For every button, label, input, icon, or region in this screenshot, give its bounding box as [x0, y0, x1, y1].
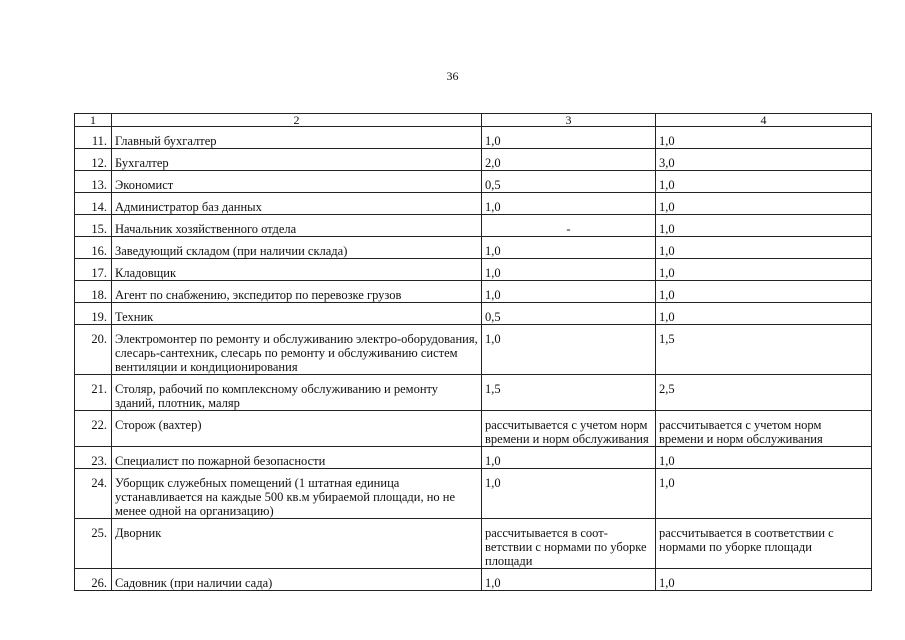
staffing-table: [74, 113, 872, 591]
row-number: 21.: [75, 375, 112, 411]
table-row: [75, 127, 872, 149]
value-cell-3: 0,5: [482, 303, 656, 325]
table-row: [75, 447, 872, 469]
value-cell-3: 1,0: [482, 193, 656, 215]
value-cell-3: 2,0: [482, 149, 656, 171]
position-cell: Специалист по пожарной безопасности: [112, 447, 482, 469]
position-cell: Заведующий складом (при наличии склада): [112, 237, 482, 259]
value-cell-3: 1,0: [482, 325, 656, 375]
row-number: 19.: [75, 303, 112, 325]
header-col-3: 3: [482, 114, 656, 127]
value-cell-4: 3,0: [656, 149, 872, 171]
value-cell-4: 2,5: [656, 375, 872, 411]
position-cell: Начальник хозяйственного отдела: [112, 215, 482, 237]
value-cell-4: 1,0: [656, 447, 872, 469]
table-row: [75, 281, 872, 303]
row-number: 25.: [75, 519, 112, 569]
row-number: 12.: [75, 149, 112, 171]
row-number: 13.: [75, 171, 112, 193]
table-row: [75, 149, 872, 171]
value-cell-3: 1,0: [482, 237, 656, 259]
value-cell-3: 1,0: [482, 469, 656, 519]
position-cell: Техник: [112, 303, 482, 325]
value-cell-3: рассчитывается в соот-ветствии с нормами по уборке площади: [482, 519, 656, 569]
table-row: [75, 375, 872, 411]
position-cell: Кладовщик: [112, 259, 482, 281]
position-cell: Дворник: [112, 519, 482, 569]
row-number: 16.: [75, 237, 112, 259]
header-col-1: 1: [75, 114, 112, 127]
value-cell-3: 1,0: [482, 281, 656, 303]
position-cell: Садовник (при наличии сада): [112, 569, 482, 591]
value-cell-3: 1,0: [482, 569, 656, 591]
value-cell-3: 0,5: [482, 171, 656, 193]
table-row: [75, 325, 872, 375]
row-number: 22.: [75, 411, 112, 447]
position-cell: Бухгалтер: [112, 149, 482, 171]
table-row: [75, 519, 872, 569]
header-col-4: 4: [656, 114, 872, 127]
position-cell: Экономист: [112, 171, 482, 193]
position-cell: Уборщик служебных помещений (1 штатная единица устанавливается на каждые 500 кв.м убираемой площади, но не менее одной на организацию): [112, 469, 482, 519]
row-number: 17.: [75, 259, 112, 281]
row-number: 15.: [75, 215, 112, 237]
value-cell-4: 1,0: [656, 469, 872, 519]
row-number: 23.: [75, 447, 112, 469]
value-cell-3: 1,0: [482, 127, 656, 149]
value-cell-4: 1,0: [656, 237, 872, 259]
position-cell: Сторож (вахтер): [112, 411, 482, 447]
row-number: 18.: [75, 281, 112, 303]
value-cell-4: рассчитывается в соответствии с нормами по уборке площади: [656, 519, 872, 569]
value-cell-4: 1,0: [656, 171, 872, 193]
table-row: [75, 237, 872, 259]
page-number: 36: [446, 69, 459, 83]
table-row: [75, 171, 872, 193]
value-cell-4: 1,5: [656, 325, 872, 375]
table-row: [75, 469, 872, 519]
row-number: 26.: [75, 569, 112, 591]
value-cell-4: 1,0: [656, 303, 872, 325]
table-header-row: [75, 114, 872, 127]
value-cell-4: рассчитывается с учетом норм времени и норм обслуживания: [656, 411, 872, 447]
value-cell-4: 1,0: [656, 193, 872, 215]
table-row: [75, 215, 872, 237]
position-cell: Агент по снабжению, экспедитор по перевозке грузов: [112, 281, 482, 303]
row-number: 11.: [75, 127, 112, 149]
value-cell-3: 1,0: [482, 447, 656, 469]
position-cell: Администратор баз данных: [112, 193, 482, 215]
row-number: 24.: [75, 469, 112, 519]
value-cell-4: 1,0: [656, 281, 872, 303]
position-cell: Главный бухгалтер: [112, 127, 482, 149]
row-number: 14.: [75, 193, 112, 215]
position-cell: Электромонтер по ремонту и обслуживанию электро-оборудования, слесарь-сантехник, слесарь по ремонту и обслуживанию систем вентиляции и кондиционирования: [112, 325, 482, 375]
value-cell-3: 1,0: [482, 259, 656, 281]
value-cell-3: 1,5: [482, 375, 656, 411]
table-row: [75, 259, 872, 281]
table-row: [75, 303, 872, 325]
row-number: 20.: [75, 325, 112, 375]
table-row: [75, 569, 872, 591]
value-cell-4: 1,0: [656, 259, 872, 281]
header-col-2: 2: [112, 114, 482, 127]
value-cell-3: рассчитывается с учетом норм времени и норм обслуживания: [482, 411, 656, 447]
value-cell-4: 1,0: [656, 127, 872, 149]
table-row: [75, 193, 872, 215]
table-row: [75, 411, 872, 447]
value-cell-3: -: [482, 215, 656, 237]
position-cell: Столяр, рабочий по комплексному обслуживанию и ремонту зданий, плотник, маляр: [112, 375, 482, 411]
value-cell-4: 1,0: [656, 569, 872, 591]
value-cell-4: 1,0: [656, 215, 872, 237]
